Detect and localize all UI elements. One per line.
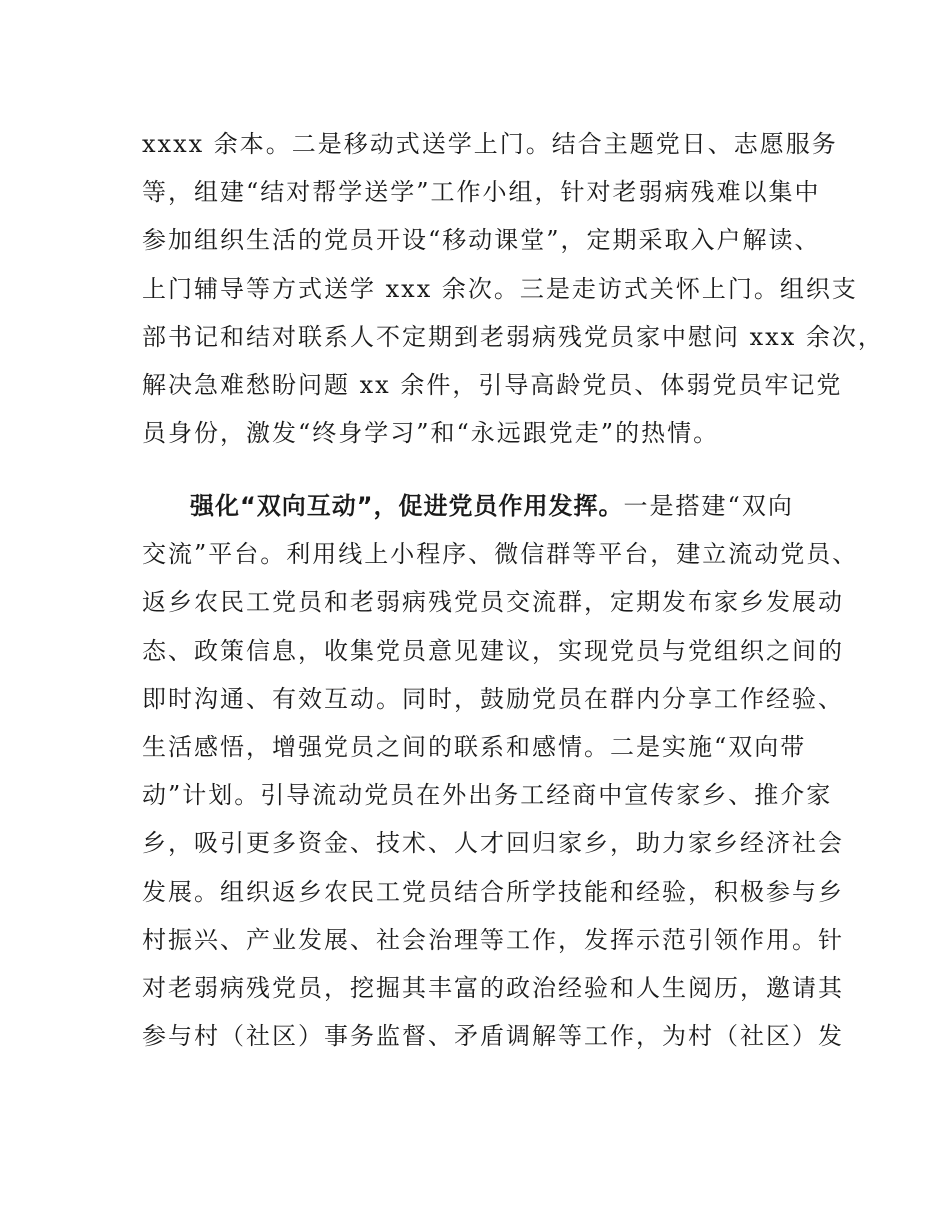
paragraph-1: [142, 120, 884, 457]
paragraph-line: 对老弱病残党员，挖掘其丰富的政治经验和人生阅历，邀请其: [142, 973, 844, 1002]
paragraph-line: 生活感悟，增强党员之间的联系和感情。二是实施“双向带: [142, 732, 807, 761]
paragraph-line: 参加组织生活的党员开设“移动课堂”，定期采取入户解读、: [142, 226, 821, 255]
paragraph-line: 交流”平台。利用线上小程序、微信群等平台，建立流动党员、: [142, 540, 859, 569]
paragraph-line: 部书记和结对联系人不定期到老弱病残党员家中慰问 xxx 余次，: [142, 322, 884, 351]
paragraph-line-rest: 一是搭建“双向: [623, 492, 794, 520]
section-heading: 强化“双向互动”，促进党员作用发挥。: [190, 492, 624, 520]
paragraph-line: 等，组建“结对帮学送学”工作小组，针对老弱病残难以集中: [142, 178, 821, 207]
paragraph-line: 员身份，激发“终身学习”和“永远跟党走”的热情。: [142, 419, 720, 448]
paragraph-line: 村振兴、产业发展、社会治理等工作，发挥示范引领作用。针: [142, 925, 844, 954]
paragraph-line: 解决急难愁盼问题 xx 余件，引导高龄党员、体弱党员牢记党: [142, 370, 843, 399]
paragraph-line: 参与村（社区）事务监督、矛盾调解等工作，为村（社区）发: [142, 1022, 844, 1051]
paragraph-line: xxxx 余本。二是移动式送学上门。结合主题党日、志愿服务: [142, 130, 838, 158]
paragraph-line: 乡，吸引更多资金、技术、人才回归家乡，助力家乡经济社会: [142, 829, 844, 858]
paragraph-line: 动”计划。引导流动党员在外出务工经商中宣传家乡、推介家: [142, 781, 833, 810]
paragraph-line: 即时沟通、有效互动。同时，鼓励党员在群内分享工作经验、: [142, 684, 844, 713]
paragraph-line: 发展。组织返乡农民工党员结合所学技能和经验，积极参与乡: [142, 877, 844, 906]
paragraph-line: 态、政策信息，收集党员意见建议，实现党员与党组织之间的: [142, 636, 844, 665]
paragraph-first-line: [142, 482, 822, 530]
paragraph-line: 返乡农民工党员和老弱病残党员交流群，定期发布家乡发展动: [142, 588, 844, 617]
paragraph-2: [142, 482, 859, 1060]
paragraph-line: 上门辅导等方式送学 xxx 余次。三是走访式关怀上门。组织支: [142, 274, 858, 303]
